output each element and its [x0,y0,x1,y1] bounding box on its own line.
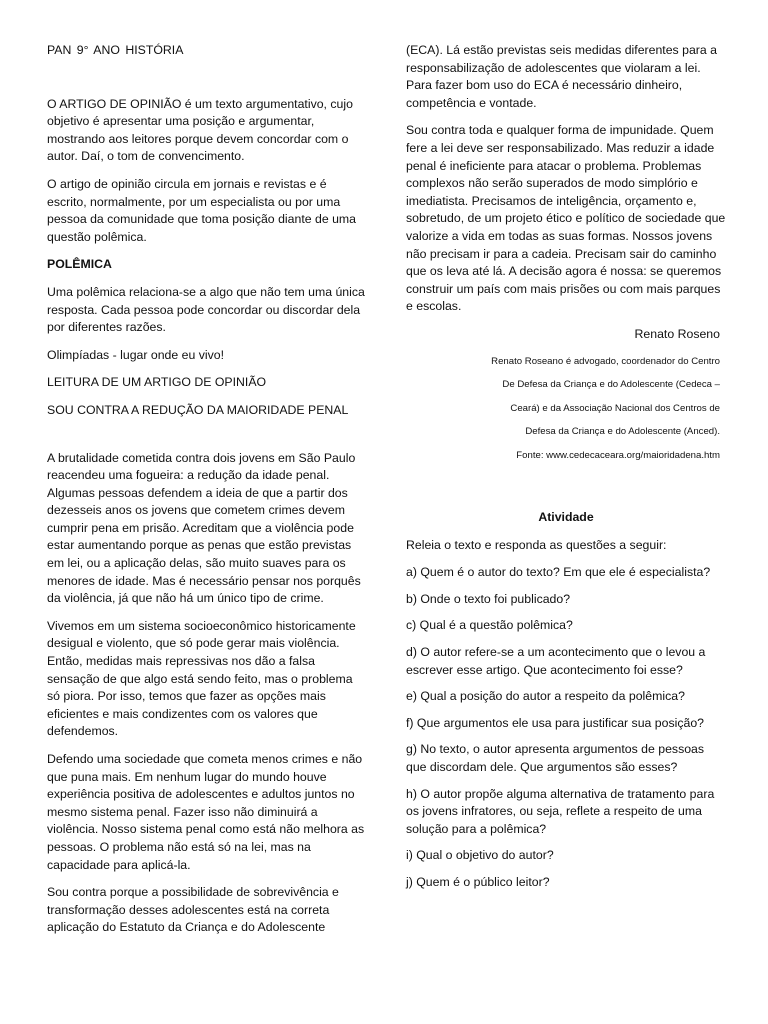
left-column [47,42,367,947]
question-i: i) Qual o objetivo do autor? [406,848,554,863]
polemica-heading: POLÊMICA [47,257,112,272]
right-column [406,42,726,901]
article-paragraph-6: Sou contra toda e qualquer forma de impunidade. Quem fere a lei deve ser responsabilizado. Mas reduzir a idade penal é ineficiente para atacar o problema. Problemas complexos não serão superados de modo simplório e imediatista. Precisamos de inteligência, orçamento e, sobretudo, de um projeto ético e político de sociedade que valorize a vida em todas as suas formas. Nossos jovens não precisam ir para a cadeia. Precisam sair do caminho que os leva até lá. A decisão agora é nossa: se queremos construir um país com mais prisões ou com mais parques e escolas. [406,123,726,314]
bio-line: Defesa da Criança e do Adolescente (Anced). [525,426,720,437]
question-j: j) Quem é o público leitor? [406,874,550,889]
article-paragraph-5: (ECA). Lá estão previstas seis medidas diferentes para a responsabilização de adolescentes que violaram a lei. Para fazer bom uso do ECA é necessário dinheiro, competência e vontade. [406,43,717,110]
article-paragraph-3: Defendo uma sociedade que cometa menos crimes e não que puna mais. Em nenhum lugar do mundo houve experiência positiva de adolescentes e adultos juntos no mesmo sistema penal. Fazer isso não diminuirá a violência. Nosso sistema penal como está não melhora as pessoas. O problema não está só na lei, mas na capacidade para aplicá-la. [47,752,365,872]
article-paragraph-2: Vivemos em um sistema socioeconômico historicamente desigual e violento, que só pode gerar mais violência. Então, medidas mais repressivas nos dão a falsa sensação de que algo está sendo feito, mas o problema só piora. Por isso, temos que fazer as opções mais eficientes e mais condizentes com os valores que defendemos. [47,618,356,739]
bio-line: Ceará) e da Associação Nacional dos Centros de [510,402,720,414]
intro-paragraph-1: O ARTIGO DE OPINIÃO é um texto argumentativo, cujo objetivo é apresentar uma posição e argumentar, mostrando aos leitores porque devem concordar com o autor. Daí, o tom de convencimento. [47,96,353,164]
article-paragraph-4: Sou contra porque a possibilidade de sobrevivência e transformação desses adolescentes está na correta aplicação do Estatuto da Criança e do Adolescente [47,885,339,935]
page-header: PAN 9° ANO HISTÓRIA [47,43,184,57]
source-line: Fonte: www.cedecaceara.org/maioridadena.htm [516,449,720,461]
question-f: f) Que argumentos ele usa para justificar sua posição? [406,715,705,730]
author-name: Renato Roseno [634,326,720,341]
author-bio [406,350,726,468]
question-g: g) No texto, o autor apresenta argumentos de pessoas que discordam dele. Que argumentos são esses? [406,742,705,774]
article-paragraph-1: A brutalidade cometida contra dois jovens em São Paulo reacendeu uma fogueira: a redução da idade penal. Algumas pessoas defendem a ideia de que a partir dos dezesseis anos os jovens que cometem crimes devem cumprir pena em prisão. Acreditam que a violência pode estar aumentando porque as penas que estão previstas em lei, ou a aplicação delas, são muito suaves para os menores de idade. Mas é necessário pensar nos porquês da violência, já que não há um único tipo de crime. [47,450,361,606]
intro-paragraph-2: O artigo de opinião circula em jornais e revistas e é escrito, normalmente, por um especialista ou por uma pessoa da comunidade que toma posição diante de uma questão polêmica. [47,176,357,244]
activity-heading: Atividade [538,510,594,524]
bio-line: Renato Roseano é advogado, coordenador do Centro [491,355,720,367]
question-b: b) Onde o texto foi publicado? [406,591,571,606]
question-d: d) O autor refere-se a um acontecimento que o levou a escrever esse artigo. Que acontecimento foi esse? [406,644,706,677]
question-h: h) O autor propõe alguma alternativa de tratamento para os jovens infratores, ou seja, reflete a respeito de uma solução para a polêmica? [406,786,715,836]
question-c: c) Qual é a questão polêmica? [406,618,573,633]
polemica-paragraph: Uma polêmica relaciona-se a algo que não tem uma única resposta. Cada pessoa pode concordar ou discordar dela por diferentes razões. [47,284,365,335]
question-a: a) Quem é o autor do texto? Em que ele é especialista? [406,565,711,580]
olimpiadas-line: Olimpíadas - lugar onde eu vivo! [47,347,225,362]
bio-line: De Defesa da Criança e do Adolescente (Cedeca – [502,379,720,390]
activity-instruction: Releia o texto e responda as questões a seguir: [406,537,667,552]
question-e: e) Qual a posição do autor a respeito da polêmica? [406,689,685,704]
leitura-heading: LEITURA DE UM ARTIGO DE OPINIÃO [47,375,267,390]
article-title: SOU CONTRA A REDUÇÃO DA MAIORIDADE PENAL [47,402,349,417]
